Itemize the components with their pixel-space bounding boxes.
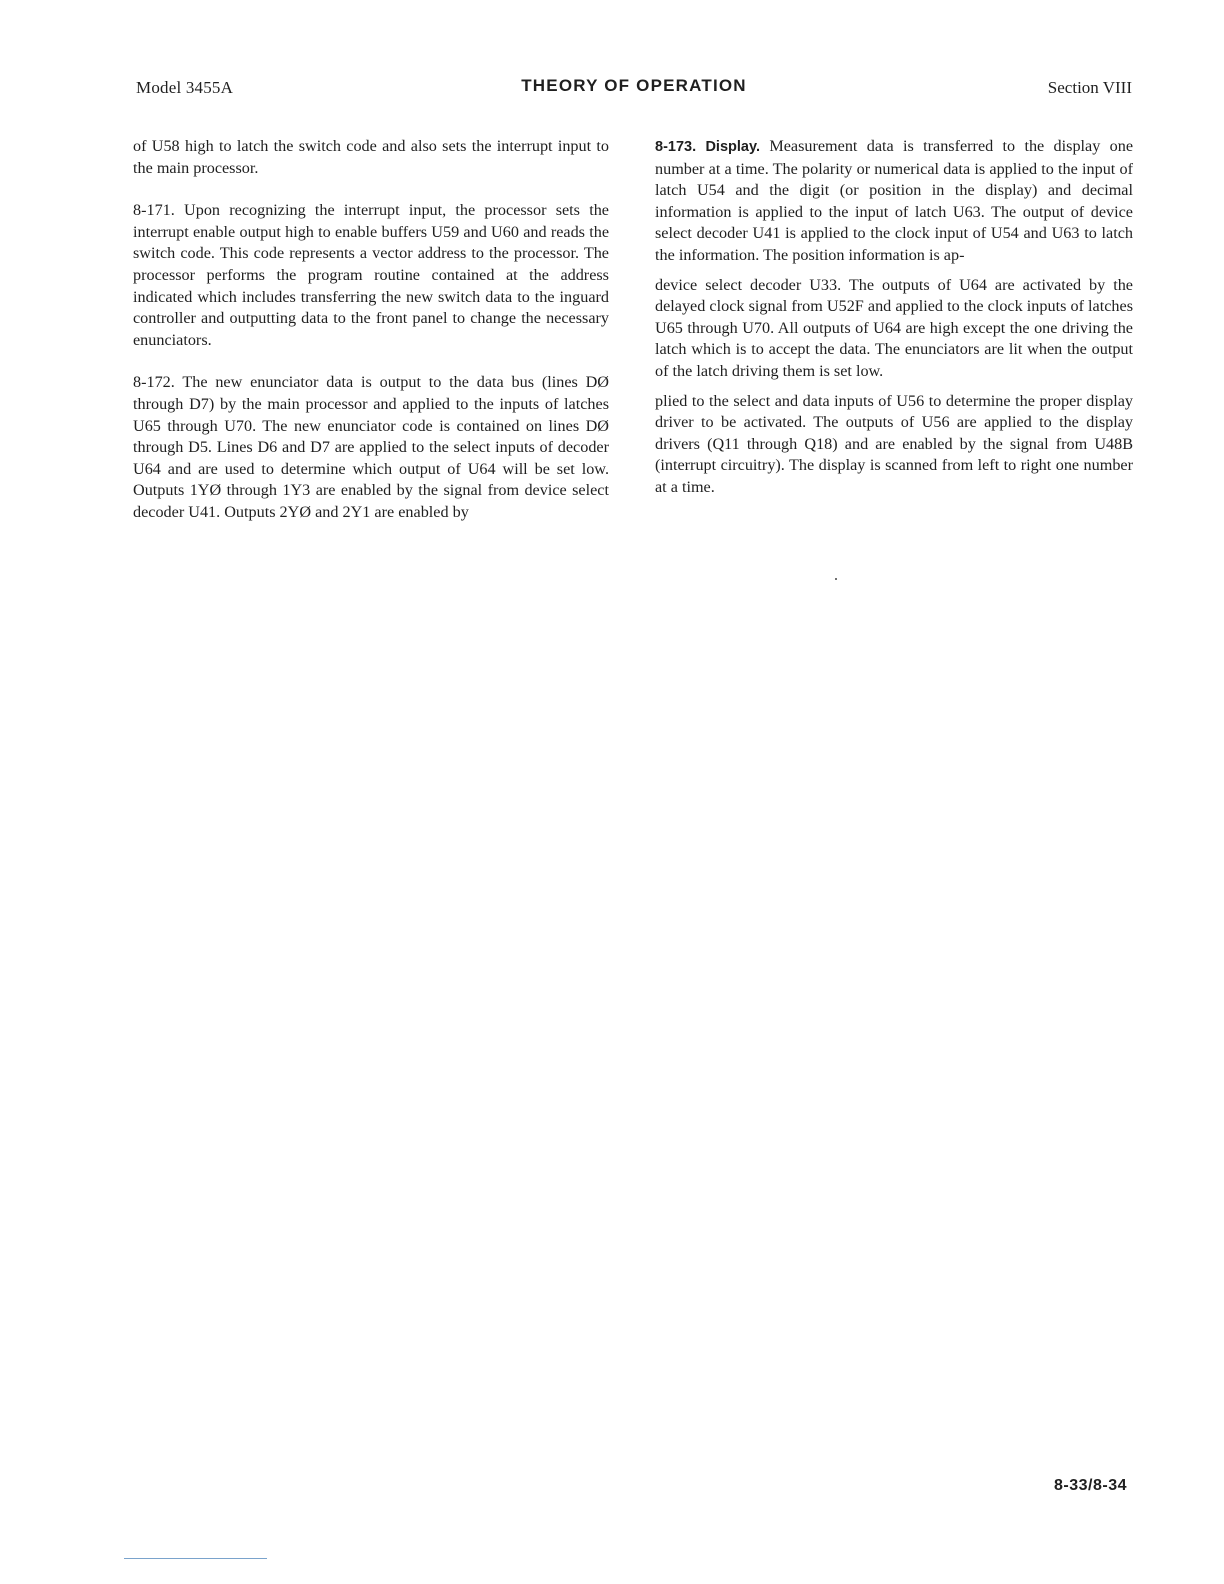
paragraph-inserted [655, 275, 1133, 383]
paragraph-text: of U58 high to latch the switch code and also sets the interrupt input to the main processor. [133, 137, 609, 177]
paragraph-continued [133, 136, 609, 179]
stray-mark [835, 578, 837, 580]
paragraph-number: 8-171. [133, 201, 175, 220]
model-label: Model 3455A [136, 78, 234, 97]
paragraph-text: device select decoder U33. The outputs of U64 are activated by the delayed clock signal from U52F and applied to the clock inputs of latches U65 through U70. All outputs of U64 are high except the one driving the latch which is to accept the data. The enunciators are lit when the output of the latch driving them is set low. [655, 275, 1133, 380]
paragraph-8-172 [133, 372, 609, 523]
paragraph-continuation [655, 391, 1133, 499]
section-title: THEORY OF OPERATION [521, 76, 747, 95]
paragraph-text: plied to the select and data inputs of U56 to determine the proper display driver to be activated. The outputs of U56 are applied to the display drivers (Q11 through Q18) and are enabled by the signal from U48B (interrupt circuitry). The display is scanned from left to right one number at a time. [655, 391, 1133, 496]
page-number: 8-33/8-34 [1054, 1477, 1127, 1494]
paragraph-8-171 [133, 200, 609, 351]
paragraph-number: 8-173. [655, 139, 697, 155]
footer-rule [124, 1558, 267, 1559]
paragraph-text: The new enunciator data is output to the data bus (lines DØ through D7) by the main processor and applied to the inputs of latches U65 through U70. The new enunciator code is contained on lines DØ through D5. Lines D6 and D7 are applied to the select inputs of decoder U64 and are used to determine which output of U64 will be set low. Outputs 1YØ through 1Y3 are enabled by the signal from device select decoder U41. Outputs 2YØ and 2Y1 are enabled by [133, 373, 609, 521]
paragraph-text: Measurement data is transferred to the display one number at a time. The polarity or numerical data is applied to the input of latch U54 and the digit (or position in the display) and decimal information is applied to the input of latch U63. The output of device select decoder U41 is applied to the clock input of U54 and U63 to latch the information. The position information is ap- [655, 137, 1134, 264]
paragraph-8-173 [655, 136, 1133, 267]
paragraph-text: Upon recognizing the interrupt input, the processor sets the interrupt enable output high to enable buffers U59 and U60 and reads the switch code. This code represents a vector address to the processor. The processor performs the program routine contained at the address indicated which includes transferring the new switch data to the inguard controller and outputting data to the front panel to change the necessary enunciators. [133, 201, 609, 349]
right-column [655, 136, 1133, 520]
paragraph-title: Display. [705, 139, 760, 155]
left-column [133, 136, 609, 545]
page-header [136, 76, 1132, 104]
section-label: Section VIII [1047, 78, 1132, 97]
paragraph-number: 8-172. [133, 373, 175, 392]
